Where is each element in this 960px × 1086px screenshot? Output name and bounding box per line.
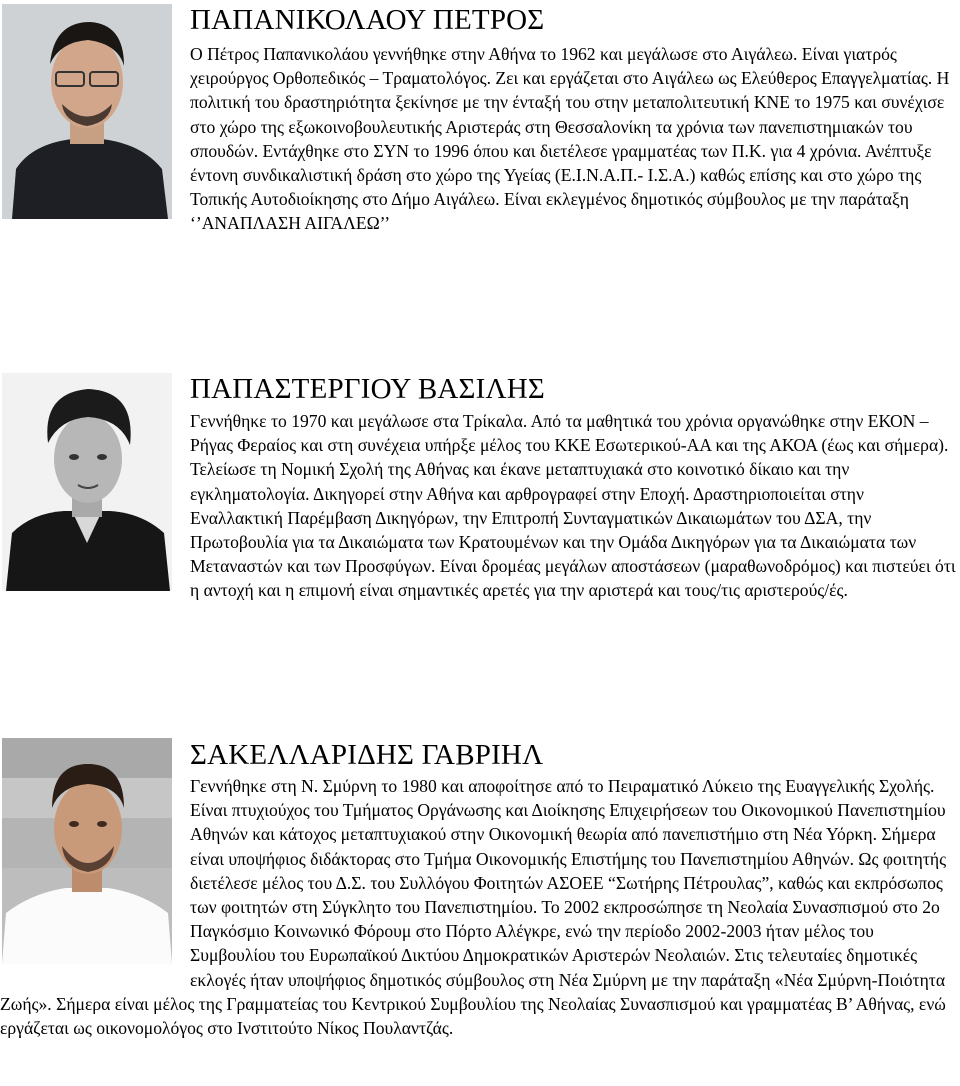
profile-bio-block (0, 774, 960, 1040)
profile-bio: Γεννήθηκε στη Ν. Σμύρνη το 1980 και αποφοίτησε από το Πειραματικό Λύκειο της Ευαγγελικής Σχολής. Είναι πτυχιούχος του Τμήματος Οργάνωσης και Διοίκησης Επιχειρήσεων του Οικονομικού Πανεπιστημίου Αθηνών και κάτοχος μεταπτυχιακού στην Οικονομική θεωρία από πανεπιστήμιο στη Νέα Υόρκη. Σήμερα είναι υποψήφιος διδάκτορας στο Τμήμα Οικονομικής Επιστήμης του Πανεπιστημίου Αθηνών. Ως φοιτητής διετέλεσε μέλος του Δ.Σ. του Συλλόγου Φοιτητών ΑΣΟΕΕ “Σωτήρης Πέτρουλας”, καθώς και εκπρόσωπος των φοιτητών στη Σύγκλητο του Πανεπιστημίου. Το 2002 εκπροσώπησε τη Νεολαία Συνασπισμού στο 2ο Παγκόσμιο Κοινωνικό Φόρουμ στο Πόρτο Αλέγκρε, ενώ την περίοδο 2002-2003 ήταν μέλος του Συμβουλίου του Ευρωπαϊκού Δικτύου Δημοκρατικών Αριστερών Νεολαιών. Στις τελευταίες δημοτικές εκλογές ήταν υποψήφιος δημοτικός σύμβουλος στη Νέα Σμύρνη με την παράταξη «Νέα Σμύρνη-Ποιότητα Ζωής». Σήμερα είναι μέλος της Γραμματείας του Κεντρικού Συμβουλίου της Νεολαίας Συνασπισμού και γραμματέας Β’ Αθήνας, ενώ εργάζεται ως οικονομολόγος στο Ινστιτούτο Νίκος Πουλαντζάς. (0, 776, 947, 1039)
profile-bio-block (0, 42, 960, 238)
profile-bio: Ο Πέτρος Παπανικολάου γεννήθηκε στην Αθήνα το 1962 και μεγάλωσε στο Αιγάλεω. Είναι γιατρός χειρούργος Ορθοπεδικός – Τραματολόγος. Ζει και εργάζεται στο Αιγάλεω ως Ελεύθερος Επαγγελματίας. Η πολιτική του δραστηριότητα ξεκίνησε με την ένταξή του στην μεταπολιτευτική ΚΝΕ το 1975 και συνέχισε στο χώρο της εξωκοινοβουλευτικής Αριστεράς στη Θεσσαλονίκη τα χρόνια των πανεπιστημιακών του σπουδών. Εντάχθηκε στο ΣΥΝ το 1996 όπου και διετέλεσε γραμματέας των Π.Κ. για 4 χρόνια. Ανέπτυξε έντονη συνδικαλιστική δράση στο χώρο της Υγείας (Ε.Ι.Ν.Α.Π.- Ι.Σ.Α.) καθώς επίσης και στο χώρο της Τοπικής Αυτοδιοίκησης στο Δήμο Αιγάλεω. Είναι εκλεγμένος δημοτικός σύμβουλος με την παράταξη ‘’ΑΝΑΠΛΑΣΗ ΑΙΓΑΛΕΩ’’ (190, 44, 950, 234)
profile-name: ΠΑΠΑΝΙΚΟΛΑΟΥ ΠΕΤΡΟΣ (190, 4, 545, 36)
profile-name: ΣΑΚΕΛΛΑΡΙΔΗΣ ΓΑΒΡΙΗΛ (190, 739, 544, 771)
profile-bio-block (0, 409, 960, 603)
profile-bio: Γεννήθηκε το 1970 και μεγάλωσε στα Τρίκαλα. Από τα μαθητικά του χρόνια οργανώθηκε στην ΕΚΟΝ – Ρήγας Φεραίος και στη συνέχεια υπήρξε μέλος του ΚΚΕ Εσωτερικού-ΑΑ και της ΑΚΟΑ (έως και σήμερα). Τελείωσε τη Νομική Σχολή της Αθήνας και έκανε μεταπτυχιακά στο κοινοτικό δίκαιο και την εγκληματολογία. Δικηγορεί στην Αθήνα και αρθρογραφεί στην Εποχή. Δραστηριοποιείται στην Εναλλακτική Παρέμβαση Δικηγόρων, την Επιτροπή Συνταγματικών Δικαιωμάτων του ΔΣΑ, την Πρωτοβουλία για τα Δικαιώματα των Κρατουμένων και την Ομάδα Δικηγόρων για τα Δικαιώματα των Μεταναστών και των Προσφύγων. Είναι δρομέας μεγάλων αποστάσεων (μαραθωνοδρόμος) και πιστεύει ότι η αντοχή και η επιμονή είναι σημαντικές αρετές για την αριστερά και τους/τις αριστερούς/ές. (190, 411, 956, 601)
profile-name: ΠΑΠΑΣΤΕΡΓΙΟΥ ΒΑΣΙΛΗΣ (190, 373, 545, 405)
